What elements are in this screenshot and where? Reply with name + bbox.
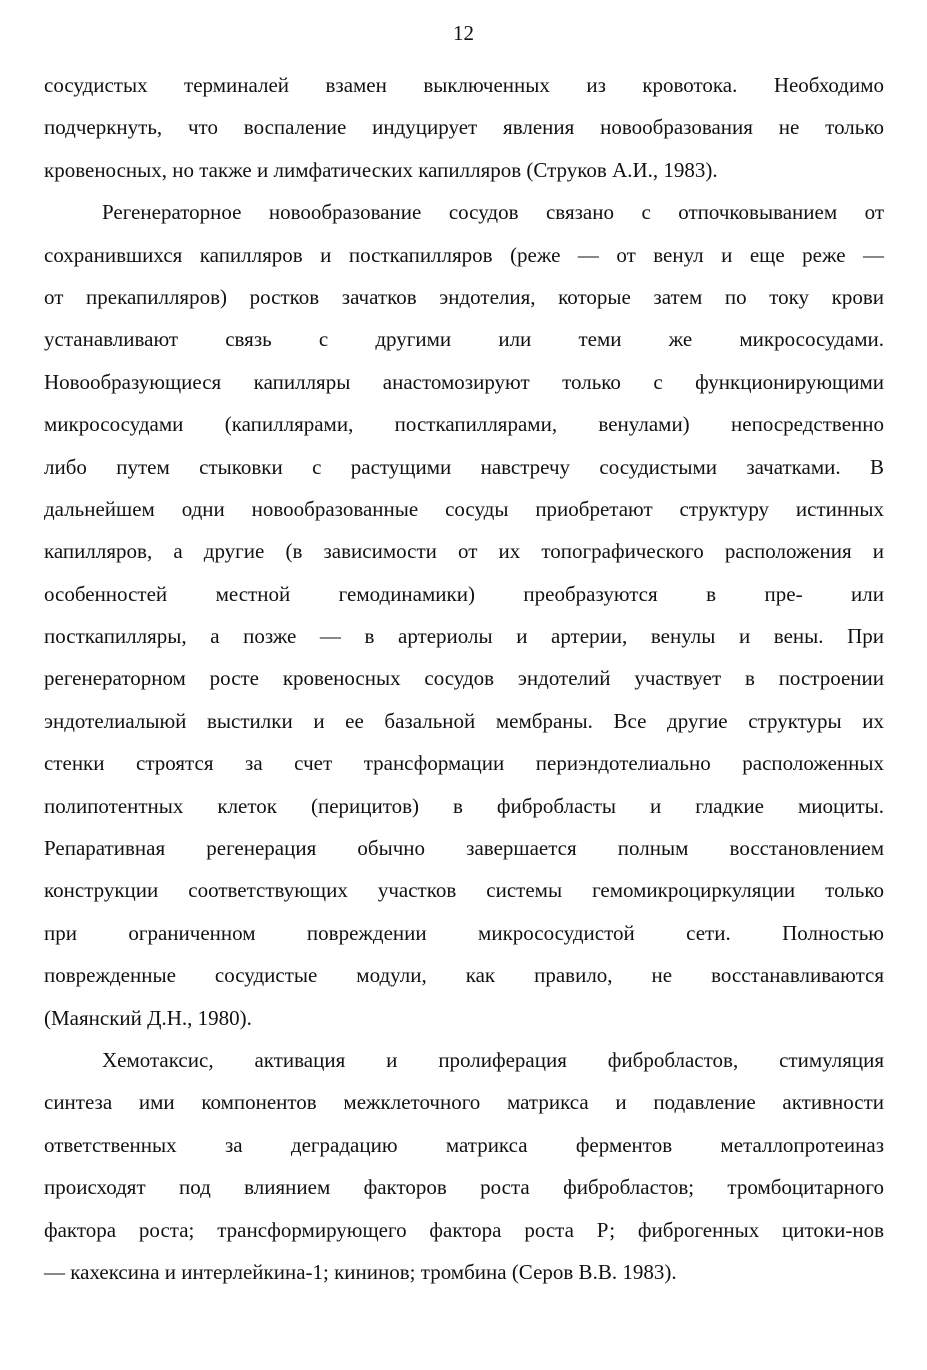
text-line: полипотентных клеток (перицитов) в фибробласты и гладкие миоциты. [44, 793, 884, 818]
paragraph-2 [44, 191, 884, 1039]
text-line: сохранившихся капилляров и посткапилляров (реже — от венул и еще реже — [44, 242, 884, 267]
body-text [44, 64, 884, 1293]
text-line: подчеркнуть, что воспаление индуцирует явления новообразования не только [44, 115, 884, 140]
text-line: либо путем стыковки с растущими навстречу сосудистыми зачатками. В [44, 454, 884, 479]
text-line: конструкции соответствующих участков системы гемомикроциркуляции только [44, 878, 884, 903]
text-line: особенностей местной гемодинамики) преобразуются в пре- или [44, 581, 884, 606]
text-line: синтеза ими компонентов межклеточного матрикса и подавление активности [44, 1090, 884, 1115]
text-line: (Маянский Д.Н., 1980). [44, 1005, 252, 1030]
paragraph-1 [44, 64, 884, 191]
text-line: Новообразующиеся капилляры анастомозируют только с функционирующими [44, 369, 884, 394]
text-line: эндотелиалыюй выстилки и ее базальной мембраны. Все другие структуры их [44, 708, 884, 733]
text-line: регенераторном росте кровеносных сосудов эндотелий участвует в построении [44, 666, 884, 691]
text-line: фактора роста; трансформирующего фактора роста Р; фиброгенных цитоки-нов [44, 1217, 884, 1242]
text-line: кровеносных, но также и лимфатических капилляров (Струков А.И., 1983). [44, 157, 718, 182]
text-line: ответственных за деградацию матрикса ферментов металлопротеиназ [44, 1132, 884, 1157]
text-line: микрососудами (капиллярами, посткапиллярами, венулами) непосредственно [44, 412, 884, 437]
text-line: поврежденные сосудистые модули, как правило, не восстанавливаются [44, 963, 884, 988]
text-line: стенки строятся за счет трансформации периэндотелиально расположенных [44, 751, 884, 776]
text-line: сосудистых терминалей взамен выключенных из кровотока. Необходимо [44, 73, 884, 97]
text-line: дальнейшем одни новообразованные сосуды приобретают структуру истинных [44, 496, 884, 521]
paragraph-3 [44, 1039, 884, 1293]
text-line: Хемотаксис, активация и пролиферация фибробластов, стимуляция [102, 1047, 884, 1072]
text-line: происходят под влиянием факторов роста фибробластов; тромбоцитарного [44, 1175, 884, 1200]
text-line: от прекапилляров) ростков зачатков эндотелия, которые затем по току крови [44, 284, 884, 309]
text-line: при ограниченном повреждении микрососудистой сети. Полностью [44, 920, 884, 945]
text-line: — кахексина и интерлейкина-1; кининов; тромбина (Серов В.В. 1983). [44, 1259, 677, 1284]
text-line: посткапилляры, а позже — в артериолы и артерии, венулы и вены. При [44, 624, 884, 649]
text-line: устанавливают связь с другими или теми же микрососудами. [44, 327, 884, 352]
text-line: Регенераторное новообразование сосудов связано с отпочковыванием от [102, 200, 884, 225]
page-number: 12 [453, 21, 474, 45]
text-line: капилляров, а другие (в зависимости от их топографического расположения и [44, 539, 884, 564]
text-line: Репаративная регенерация обычно завершается полным восстановлением [44, 836, 884, 861]
